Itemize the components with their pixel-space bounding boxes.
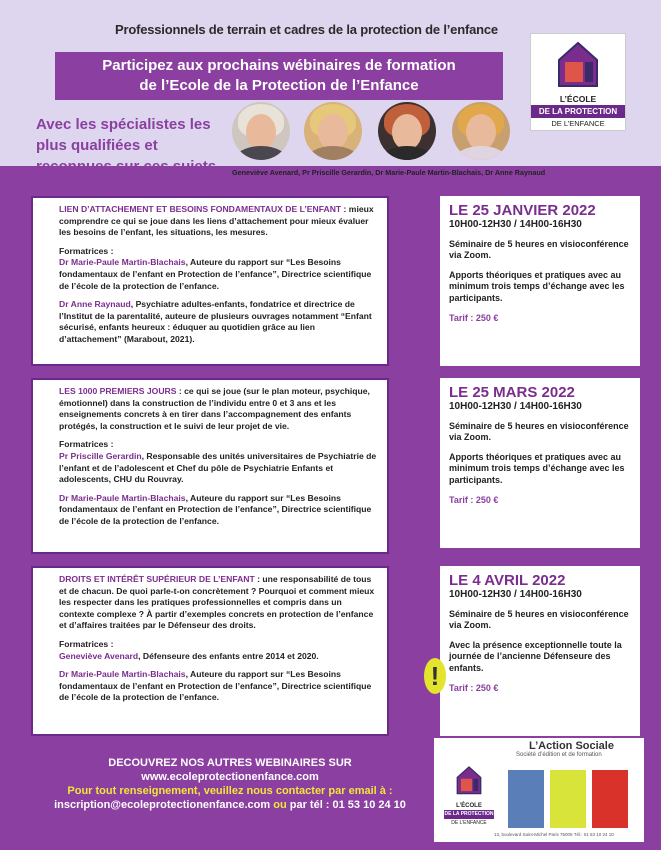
address: 13, boulevard Saint-Michel Paris 75005 Tél.: 01 53 10 24 10 <box>494 832 614 837</box>
action-sociale-title: L’Action Sociale <box>529 740 614 752</box>
arrow-icon <box>402 389 428 405</box>
session-3-intro: : une responsabilité de tous et de chacun. De quoi parle-t-on concrètement ? Pourquoi et comment mieux les respecter dans les pratiques professionnelles et compris dans un contexte complexe ? À partir d’exemples concrets en protection de l’enfance et d’affaires traitées par le Défenseur des droits. <box>59 574 375 631</box>
specialist-names: Geneviève Avenard, Pr Priscille Gerardin, Dr Marie-Paule Martin-Blachais, Dr Anne Raynaud <box>232 168 546 177</box>
session-3-date: LE 4 AVRIL 2022 <box>449 572 566 589</box>
portrait-raynaud <box>452 102 510 160</box>
session-3-trainer-1-desc: , Défenseure des enfants entre 2014 et 2020. <box>138 650 319 661</box>
portrait-martin-blachais <box>378 102 436 160</box>
session-2-description <box>31 378 389 554</box>
specialists-tagline: Avec les spécialistes les plus qualifiées et reconnues sur ces sujets <box>36 116 217 175</box>
house-icon <box>557 40 599 88</box>
session-1-trainer-2-name: Dr Anne Raynaud <box>59 299 131 310</box>
session-1-hours: 10H00-12H30 / 14H00-16H30 <box>449 219 582 230</box>
session-2-trainer-1-name: Pr Priscille Gerardin <box>59 450 142 461</box>
session-2-trainer-2-desc: , Auteure du rapport sur “Les Besoins fondamentaux de l’enfant en Protection de l’enfance”, Directrice scientifique de l’école de la protection de l’enfance. <box>59 492 372 526</box>
small-logo-line-1: L’ÉCOLE <box>456 803 482 809</box>
session-3-trainer-2-desc: , Auteure du rapport sur “Les Besoins fondamentaux de l’enfant en Protection de l’enfance”, Directrice scientifique de l’école de la protection de l’enfance. <box>59 669 372 703</box>
action-sociale-subtitle: Société d’édition et de formation <box>516 752 602 758</box>
logo-line-1: L’ÉCOLE <box>559 94 597 104</box>
portrait-gerardin <box>304 102 362 160</box>
session-2-tarif: Tarif : 250 € <box>449 494 499 505</box>
session-1-title: LIEN D’ATTACHEMENT ET BESOINS FONDAMENTAUX DE L’ENFANT <box>59 204 342 214</box>
session-2-note: Apports théoriques et pratiques avec au minimum trois temps d’échange avec les participants. <box>449 451 625 485</box>
banner-line-1: Participez aux prochains wébinaires de formation <box>102 57 456 74</box>
footer-email[interactable]: inscription@ecoleprotectionenfance.com <box>54 799 271 811</box>
arrow-icon <box>402 578 428 594</box>
session-2-details <box>440 378 640 548</box>
top-title: Professionnels de terrain et cadres de la protection de l’enfance <box>115 22 498 37</box>
session-1-format: Séminaire de 5 heures en visioconférence via Zoom. <box>449 238 629 261</box>
session-1-description <box>31 196 389 366</box>
session-1-date: LE 25 JANVIER 2022 <box>449 202 596 219</box>
session-3-title: DROITS ET INTÉRÊT SUPÉRIEUR DE L’ENFANT <box>59 574 255 584</box>
footer-url[interactable]: www.ecoleprotectionenfance.com <box>141 771 319 783</box>
journal-logo <box>508 770 544 828</box>
session-1-formatrices: Formatrices : <box>59 245 114 256</box>
session-3-trainer-1-name: Geneviève Avenard <box>59 650 139 661</box>
session-2-intro: : ce qui se joue (sur le plan moteur, psychique, émotionnel) dans la construction de l’individu entre 0 et 3 ans et les enseignements concrets à en tirer dans l’accompagnement des enfants protégés, la construction et le suivi de leur projet de vie. <box>59 386 370 431</box>
session-1-trainer-1-name: Dr Marie-Paule Martin-Blachais <box>59 257 186 268</box>
school-logo <box>530 33 626 131</box>
banner-line-2: de l’Ecole de la Protection de l’Enfance <box>139 77 419 94</box>
exclamation-icon: ! <box>424 658 446 694</box>
small-logo-line-3: DE L’ENFANCE <box>451 820 487 826</box>
house-icon <box>456 760 482 800</box>
footer-discover: DECOUVREZ NOS AUTRES WEBINAIRES SUR <box>108 757 352 769</box>
session-2-title: LES 1000 PREMIERS JOURS <box>59 386 177 396</box>
partner-logos <box>434 738 644 842</box>
session-1-intro: : mieux comprendre ce qui se joue dans les liens d’attachement pour mieux évaluer les besoins de l’enfant, les situations, les mesures. <box>59 204 374 238</box>
small-logo-line-2: DE LA PROTECTION <box>444 811 494 817</box>
session-3-details <box>440 566 640 736</box>
session-2-date: LE 25 MARS 2022 <box>449 384 575 401</box>
session-1-details <box>440 196 640 366</box>
session-1-tarif: Tarif : 250 € <box>449 312 499 323</box>
session-3-tarif: Tarif : 250 € <box>449 682 499 693</box>
session-3-formatrices: Formatrices : <box>59 638 114 649</box>
bpe-logo <box>550 770 586 828</box>
footer-info: Pour tout renseignement, veuillez nous contacter par email à : <box>67 785 393 797</box>
session-2-hours: 10H00-12H30 / 14H00-16H30 <box>449 401 582 412</box>
logo-line-2: DE LA PROTECTION <box>531 105 625 118</box>
footer-or: ou <box>270 799 290 811</box>
jas-logo <box>592 770 628 828</box>
portrait-avenard <box>232 102 290 160</box>
session-2-trainer-1-desc: , Responsable des unités universitaires de Psychiatrie de l’enfant et de l’adolescent et Chef du pôle de Psychiatrie Enfants et adolescents, CHU du Rouvray. <box>59 450 377 485</box>
session-1-note: Apports théoriques et pratiques avec au minimum trois temps d’échange avec les participants. <box>449 269 625 303</box>
session-1-trainer-1-desc: , Auteure du rapport sur “Les Besoins fondamentaux de l’enfant en Protection de l’enfance”, Directrice scientifique de l’école de la protection de l’enfance. <box>59 257 372 291</box>
session-1-trainer-2-desc: , Psychiatre adultes-enfants, fondatrice et directrice de l’Institut de la parentalité, auteure de plusieurs ouvrages notamment “Enfant sécurisé, enfants heureux : éduquer au quotidien grâce au lien d’attachement” (Marabout, 2021). <box>59 299 372 344</box>
session-3-format: Séminaire de 5 heures en visioconférence via Zoom. <box>449 608 629 631</box>
session-3-description <box>31 566 389 736</box>
session-3-hours: 10H00-12H30 / 14H00-16H30 <box>449 589 582 600</box>
session-3-note: Avec la présence exceptionnelle toute la journée de l’ancienne Défenseure des enfants. <box>449 639 622 673</box>
session-2-formatrices: Formatrices : <box>59 439 114 450</box>
footer-contact <box>30 756 430 812</box>
session-2-trainer-2-name: Dr Marie-Paule Martin-Blachais <box>59 492 186 503</box>
session-3-trainer-2-name: Dr Marie-Paule Martin-Blachais <box>59 669 186 680</box>
logo-line-3: DE L’ENFANCE <box>551 119 605 128</box>
arrow-icon <box>402 208 428 224</box>
session-2-format: Séminaire de 5 heures en visioconférence via Zoom. <box>449 420 629 443</box>
title-banner <box>55 52 503 100</box>
footer-phone: par tél : 01 53 10 24 10 <box>289 799 406 811</box>
school-logo-small <box>444 760 494 834</box>
